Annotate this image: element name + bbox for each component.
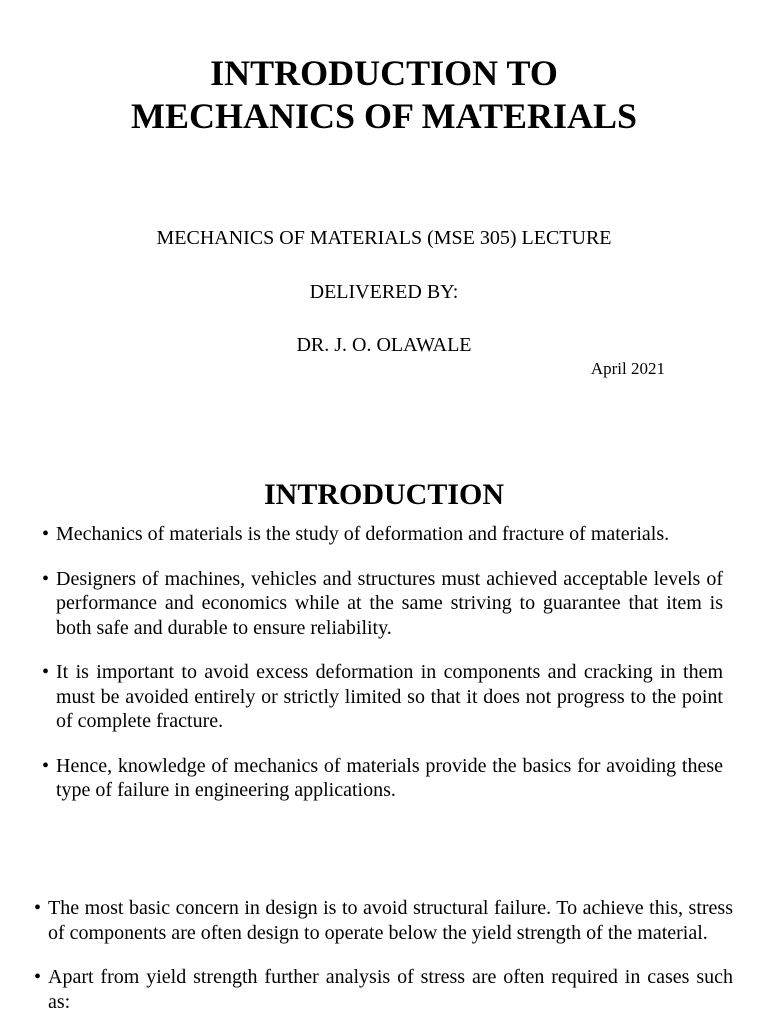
list-item: [42, 660, 723, 734]
bullet-marker: •: [34, 897, 42, 919]
bullet-marker: •: [34, 966, 42, 988]
section-heading-introduction: INTRODUCTION: [263, 478, 505, 511]
design-bullet-list: [34, 896, 733, 1014]
bullet-text: The most basic concern in design is to avoid structural failure. To achieve this, stress of components are often design to operate below the yield strength of the material.: [48, 897, 733, 944]
list-item: [42, 754, 723, 803]
bullet-text: Apart from yield strength further analysis of stress are often required in cases such as:: [48, 966, 733, 1013]
title-line-2: MECHANICS OF MATERIALS: [130, 96, 638, 136]
bullet-marker: •: [42, 523, 50, 545]
list-item: [42, 522, 723, 547]
title-line-1: INTRODUCTION TO: [210, 53, 558, 93]
delivered-by-label: DELIVERED BY:: [309, 281, 459, 303]
bullet-text: Mechanics of materials is the study of deformation and fracture of materials.: [56, 523, 670, 545]
introduction-bullet-list: [42, 522, 723, 803]
document-title: [0, 52, 768, 138]
bullet-text: Designers of machines, vehicles and structures must achieved acceptable levels of performance and economics while at the same striving to guarantee that item is both safe and durable to ensure reliability.: [56, 567, 723, 639]
lecture-date: April 2021: [590, 359, 665, 378]
course-line: MECHANICS OF MATERIALS (MSE 305) LECTURE: [156, 227, 612, 249]
bullet-text: It is important to avoid excess deformation in components and cracking in them must be avoided entirely or strictly limited so that it does not progress to the point of complete fracture.: [56, 661, 723, 732]
list-item: [34, 965, 733, 1014]
list-item: [42, 567, 723, 641]
bullet-marker: •: [42, 567, 50, 590]
bullet-marker: •: [42, 754, 50, 777]
author-name: DR. J. O. OLAWALE: [296, 334, 472, 356]
bullet-marker: •: [42, 661, 50, 683]
bullet-text: Hence, knowledge of mechanics of materials provide the basics for avoiding these type of failure in engineering applications.: [56, 754, 723, 801]
list-item: [34, 896, 733, 945]
